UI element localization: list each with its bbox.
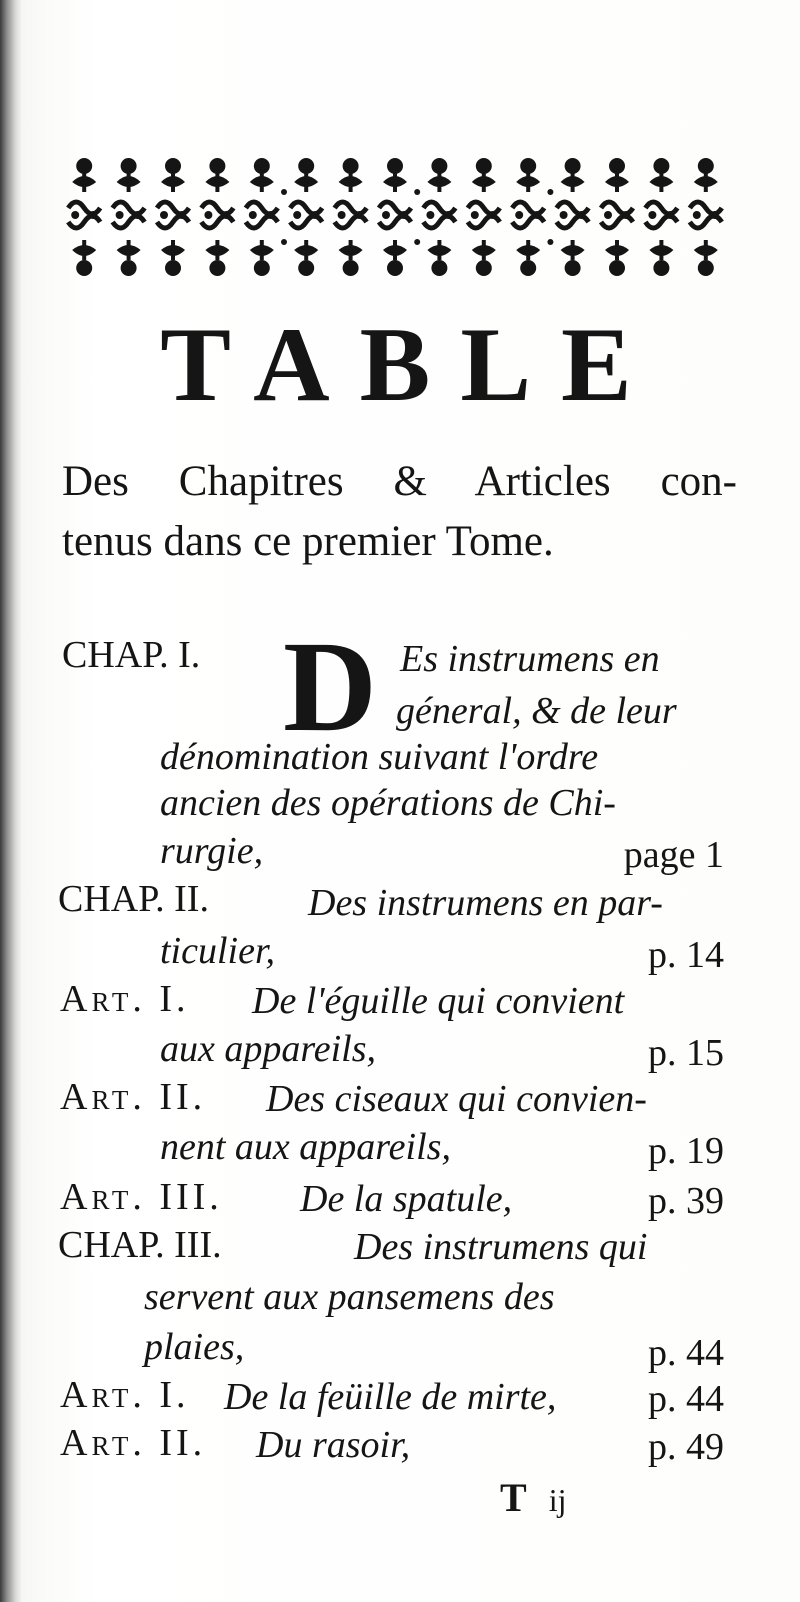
entry-text: De la feüille de mirte, bbox=[224, 1376, 557, 1418]
drop-cap: D bbox=[283, 615, 377, 759]
entry-heading: Art. I. bbox=[60, 978, 190, 1020]
entry-heading: CHAP. II. bbox=[58, 878, 209, 920]
entry-heading: Art. I. bbox=[60, 1374, 190, 1416]
entry-text: De l'éguille qui convient bbox=[252, 980, 625, 1022]
subtitle-line-1: Des Chapitres & Articles con- bbox=[62, 458, 737, 505]
entry-text: aux appareils, bbox=[160, 1028, 377, 1070]
entry-page: p. 39 bbox=[648, 1180, 724, 1222]
entry-text: Es instrumens en bbox=[400, 638, 660, 680]
entry-text: Des instrumens en par- bbox=[308, 882, 663, 924]
entry-page: p. 49 bbox=[648, 1426, 724, 1468]
entry-page: p. 44 bbox=[648, 1378, 724, 1420]
entry-heading: Art. II. bbox=[60, 1076, 207, 1118]
signature-mark bbox=[500, 1474, 566, 1521]
entry-text: plaies, bbox=[144, 1326, 245, 1368]
entry-text: rurgie, bbox=[160, 830, 264, 872]
entry-text: ancien des opérations de Chi- bbox=[160, 782, 616, 824]
entry-page: p. 15 bbox=[648, 1032, 724, 1074]
subtitle-line-2: tenus dans ce premier Tome. bbox=[62, 518, 554, 565]
entry-heading: CHAP. I. bbox=[62, 634, 201, 676]
entry-text: Des ciseaux qui convien- bbox=[266, 1078, 647, 1120]
entry-heading: Art. III. bbox=[60, 1176, 223, 1218]
entry-text: Du rasoir, bbox=[256, 1424, 411, 1466]
entry-page: page 1 bbox=[623, 834, 724, 876]
entry-text: Des instrumens qui bbox=[354, 1226, 648, 1268]
entry-heading: CHAP. III. bbox=[58, 1224, 222, 1266]
entry-page: p. 14 bbox=[648, 934, 724, 976]
entry-text: servent aux pansemens des bbox=[144, 1276, 555, 1318]
entry-heading: Art. II. bbox=[60, 1422, 207, 1464]
page-title: TABLE bbox=[160, 306, 662, 423]
entry-text: géneral, & de leur bbox=[396, 690, 677, 732]
entry-text: dénomination suivant l'ordre bbox=[160, 736, 599, 778]
entry-text: nent aux appareils, bbox=[160, 1126, 451, 1168]
signature-number: ij bbox=[548, 1482, 567, 1518]
entry-page: p. 19 bbox=[648, 1130, 724, 1172]
entry-text: ticulier, bbox=[160, 930, 276, 972]
entry-page: p. 44 bbox=[648, 1332, 724, 1374]
signature-letter: T bbox=[500, 1475, 527, 1520]
entry-text: De la spatule, bbox=[300, 1178, 513, 1220]
